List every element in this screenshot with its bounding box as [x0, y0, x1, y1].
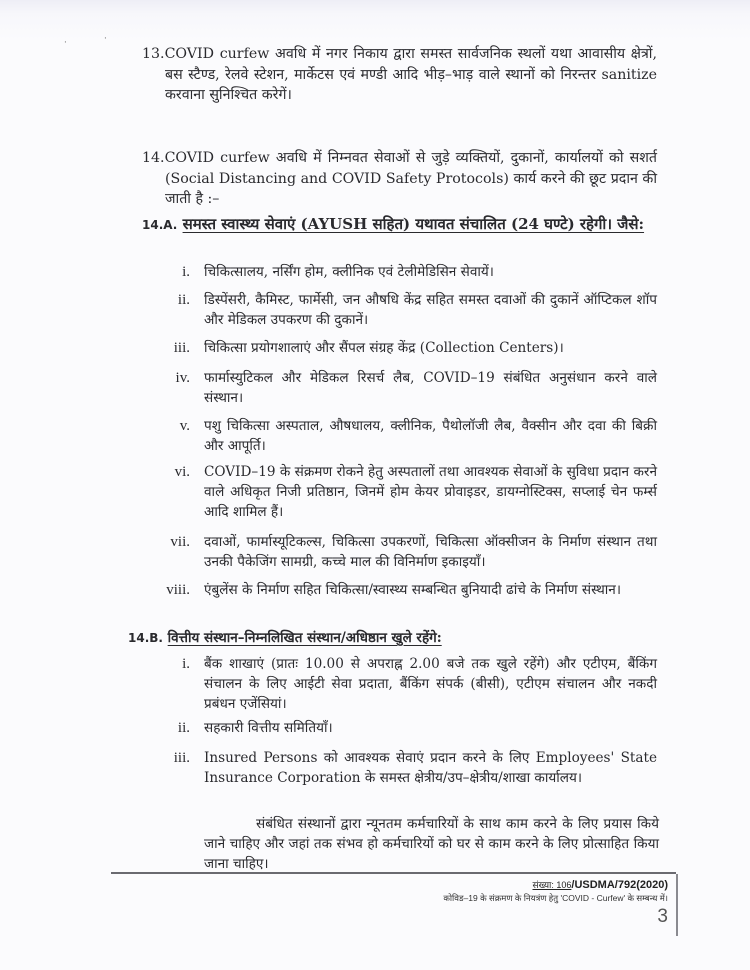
item-text: चिकित्सालय, नर्सिंग होम, क्लीनिक एवं टेलीमेडिसिन सेवायें।	[204, 264, 494, 280]
item-numeral: iii.	[173, 340, 190, 356]
list-item-14a-8	[160, 580, 657, 600]
item-text: एंबुलेंस के निर्माण सहित चिकित्सा/स्वास्थ्य सम्बन्धित बुनियादी ढांचे के निर्माण संस्थान।	[204, 582, 621, 598]
paragraph-13-text: 13.COVID curfew अवधि में नगर निकाय द्वारा समस्त सार्वजनिक स्थलों यथा आवासीय क्षेत्रों, बस स्टैण्ड, रेलवे स्टेशन, मार्केटस एवं मण्डी आदि भीड़–भाड़ वाले स्थानों को निरन्तर sanitize करवाना सुनिश्चित करेगें।	[142, 46, 657, 103]
item-text: सहकारी वित्तीय समितियाँ।	[204, 720, 333, 736]
list-item-14a-3	[160, 338, 657, 358]
paragraph-14	[142, 148, 657, 210]
page-number: 3	[657, 906, 668, 927]
item-numeral: i.	[182, 264, 190, 280]
section-14b-number: 14.B.	[128, 631, 163, 645]
list-item-14a-2	[160, 290, 657, 330]
item-numeral: viii.	[166, 582, 190, 598]
section-14b-title: वित्तीय संस्थान–निम्नलिखित संस्थान/अधिष्ठान खुले रहेंगे:	[167, 630, 442, 646]
section-14b-note: संबंधित संस्थानों द्वारा न्यूनतम कर्मचारियों के साथ काम करने के लिए प्रयास किये जाने चाहिए और जहां तक संभव हो कर्मचारियों को घर से काम करने के लिए प्रोत्साहित किया जाना चाहिए।	[204, 816, 659, 872]
list-item-14a-7	[160, 532, 657, 572]
reference-label: संख्या: 106	[532, 880, 572, 890]
item-numeral: i.	[182, 656, 190, 672]
item-numeral: vii.	[170, 534, 190, 550]
reference-code: /USDMA/792(2020)	[571, 879, 668, 891]
item-text: Insured Persons को आवश्यक सेवाएं प्रदान करने के लिए Employees' State Insurance Corporation के समस्त क्षेत्रीय/उप–क्षेत्रीय/शाखा कार्यालय।	[204, 750, 657, 786]
item-text: बैंक शाखाएं (प्रातः 10.00 से अपराह्न 2.00 बजे तक खुले रहेंगे) और एटीएम, बैंकिंग संचालन के लिए आईटी सेवा प्रदाता, बैंकिंग संपर्क (बीसी), एटीएम संचालन और नकदी प्रबंधन एजेंसियां।	[204, 656, 657, 712]
item-numeral: iv.	[175, 370, 190, 386]
section-14a-heading	[142, 214, 662, 235]
scan-speck: ·	[64, 38, 67, 48]
item-text: COVID–19 के संक्रमण रोकने हेतु अस्पतालों तथा आवश्यक सेवाओं के सुविधा प्रदान करने वाले अधिकृत निजी प्रतिष्ठान, जिनमें होम केयर प्रोवाइडर, डायग्नोस्टिक्स, सप्लाई चेन फर्म्स आदि शामिल हैं।	[204, 464, 657, 520]
reference-number	[532, 878, 668, 891]
scan-speck: ·	[104, 34, 107, 44]
paragraph-14-text: 14.COVID curfew अवधि में निम्नवत सेवाओं से जुड़े व्यक्तियों, दुकानों, कार्यालयों को सशर्त (Social Distancing and COVID Safety Protocols) कार्य करने की छूट प्रदान की जाती है :–	[142, 150, 657, 207]
list-item-14a-6	[160, 462, 657, 522]
list-item-14b-2	[160, 718, 657, 738]
list-item-14a-4	[160, 368, 657, 408]
footer-reference-box	[390, 874, 678, 936]
item-numeral: ii.	[177, 292, 190, 308]
item-text: चिकित्सा प्रयोगशालाएं और सैंपल संग्रह केंद्र (Collection Centers)।	[204, 340, 564, 356]
list-item-14a-1	[160, 262, 657, 282]
section-14b-heading	[128, 628, 648, 648]
item-numeral: ii.	[177, 720, 190, 736]
item-text: पशु चिकित्सा अस्पताल, औषधालय, क्लीनिक, पैथोलॉजी लैब, वैक्सीन और दवा की बिक्री और आपूर्ति।	[204, 418, 657, 454]
item-text: फार्मास्युटिकल और मेडिकल रिसर्च लैब, COVID–19 संबंधित अनुसंधान करने वाले संस्थान।	[204, 370, 657, 406]
list-item-14b-3	[160, 748, 657, 788]
list-item-14a-5	[160, 416, 657, 456]
item-text: दवाओं, फार्मास्यूटिकल्स, चिकित्सा उपकरणों, चिकित्सा ऑक्सीजन के निर्माण संस्थान तथा उनकी पैकेजिंग सामग्री, कच्चे माल की विनिर्माण इकाइयाँ।	[204, 534, 657, 570]
list-item-14b-1	[160, 654, 657, 714]
reference-subject: कोविड–19 के संक्रमण के नियत्रंण हेतु 'COVID - Curfew' के सम्बन्ध में।	[443, 893, 668, 903]
paragraph-13	[142, 44, 657, 106]
section-14a-number: 14.A.	[142, 218, 178, 232]
item-numeral: v.	[179, 418, 190, 434]
item-numeral: vi.	[174, 464, 190, 480]
section-14a-title: समस्त स्वास्थ्य सेवाएं (AYUSH सहित) यथावत संचालित (24 घण्टे) रहेगी। जैसे:	[182, 215, 645, 233]
item-text: डिस्पेंसरी, कैमिस्ट, फार्मेसी, जन औषधि केंद्र सहित समस्त दवाओं की दुकानें ऑप्टिकल शॉप और मेडिकल उपकरण की दुकानें।	[204, 292, 657, 328]
item-numeral: iii.	[173, 750, 190, 766]
